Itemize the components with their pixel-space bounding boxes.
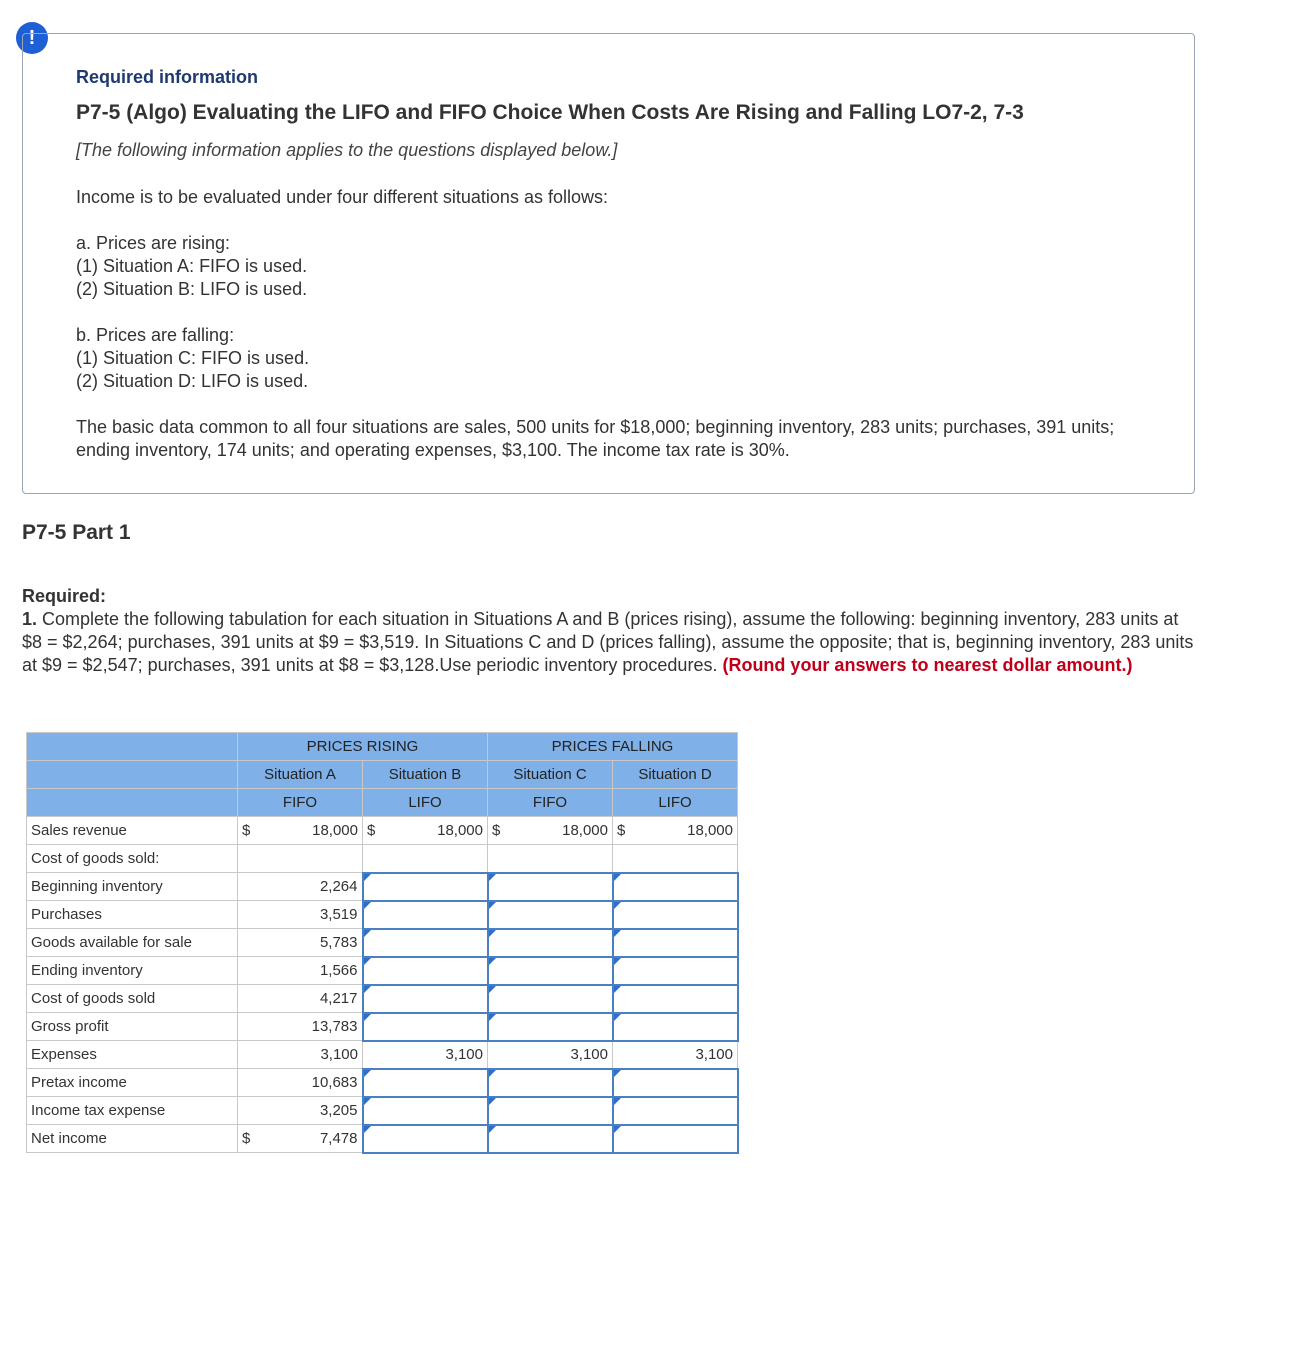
alert-icon: ! xyxy=(16,22,48,54)
table-row xyxy=(27,901,738,929)
currency-symbol: $ xyxy=(488,817,524,845)
table-row xyxy=(27,845,738,873)
header-empty xyxy=(27,733,238,761)
gross-profit-a: 13,783 xyxy=(238,1013,363,1041)
expenses-c: 3,100 xyxy=(488,1041,613,1069)
expenses-d: 3,100 xyxy=(613,1041,738,1069)
basic-data-text: The basic data common to all four situations are sales, 500 units for $18,000; beginning inventory, 283 units; purchases, 391 units; ending inventory, 174 units; and operating expenses, $3,100. The income tax rate is 30%. xyxy=(76,417,1115,460)
row-label: Pretax income xyxy=(27,1069,238,1097)
required-heading: Required: xyxy=(22,586,107,606)
cost-of-goods-sold-c-input[interactable] xyxy=(488,985,613,1013)
sales-b: 18,000 xyxy=(399,817,488,845)
required-information-label: Required information xyxy=(76,67,259,87)
purchases-a: 3,519 xyxy=(238,901,363,929)
gross-profit-d-input[interactable] xyxy=(613,1013,738,1041)
intro-text: Income is to be evaluated under four different situations as follows: xyxy=(76,187,608,207)
cost-of-goods-sold-d-input[interactable] xyxy=(613,985,738,1013)
prices-falling-text: b. Prices are falling: (1) Situation C: FIFO is used. (2) Situation D: LIFO is used. xyxy=(76,325,310,391)
beginning-inventory-c-input[interactable] xyxy=(488,873,613,901)
problem-title: P7-5 (Algo) Evaluating the LIFO and FIFO Choice When Costs Are Rising and Falling LO7-2, 7-3 xyxy=(76,101,1024,124)
beginning-inventory-b-input[interactable] xyxy=(363,873,488,901)
table-row xyxy=(27,873,738,901)
goods-available-c-input[interactable] xyxy=(488,929,613,957)
empty-cell xyxy=(488,845,613,873)
net-income-c-input[interactable] xyxy=(488,1125,613,1153)
prices-rising-header: PRICES RISING xyxy=(238,733,488,761)
part-title: P7-5 Part 1 xyxy=(22,521,131,544)
pretax-income-d-input[interactable] xyxy=(613,1069,738,1097)
empty-cell xyxy=(238,845,363,873)
situation-a-header: Situation A xyxy=(238,761,363,789)
row-label: Goods available for sale xyxy=(27,929,238,957)
gross-profit-c-input[interactable] xyxy=(488,1013,613,1041)
cost-of-goods-sold-a: 4,217 xyxy=(238,985,363,1013)
income-tax-expense-c-input[interactable] xyxy=(488,1097,613,1125)
table-row xyxy=(27,957,738,985)
currency-symbol: $ xyxy=(238,1125,274,1153)
pretax-income-c-input[interactable] xyxy=(488,1069,613,1097)
ending-inventory-d-input[interactable] xyxy=(613,957,738,985)
currency-symbol: $ xyxy=(238,817,274,845)
ending-inventory-c-input[interactable] xyxy=(488,957,613,985)
row-label: Beginning inventory xyxy=(27,873,238,901)
prices-falling-header: PRICES FALLING xyxy=(488,733,738,761)
beginning-inventory-a: 2,264 xyxy=(238,873,363,901)
row-label: Income tax expense xyxy=(27,1097,238,1125)
expenses-a: 3,100 xyxy=(238,1041,363,1069)
header-empty xyxy=(27,761,238,789)
income-tax-expense-a: 3,205 xyxy=(238,1097,363,1125)
table-row xyxy=(27,929,738,957)
gross-profit-b-input[interactable] xyxy=(363,1013,488,1041)
prices-rising-text: a. Prices are rising: (1) Situation A: FIFO is used. (2) Situation B: LIFO is used. xyxy=(76,233,308,299)
ending-inventory-a: 1,566 xyxy=(238,957,363,985)
income-tax-expense-b-input[interactable] xyxy=(363,1097,488,1125)
header-empty xyxy=(27,789,238,817)
purchases-c-input[interactable] xyxy=(488,901,613,929)
net-income-b-input[interactable] xyxy=(363,1125,488,1153)
purchases-d-input[interactable] xyxy=(613,901,738,929)
sales-d: 18,000 xyxy=(649,817,738,845)
row-label: Net income xyxy=(27,1125,238,1153)
situation-d-header: Situation D xyxy=(613,761,738,789)
empty-cell xyxy=(363,845,488,873)
currency-symbol: $ xyxy=(613,817,649,845)
row-label: Gross profit xyxy=(27,1013,238,1041)
method-d-header: LIFO xyxy=(613,789,738,817)
sales-c: 18,000 xyxy=(524,817,613,845)
row-label: Expenses xyxy=(27,1041,238,1069)
required-text: Complete the following tabulation for each situation in Situations A and B (prices rising), assume the following: beginning inventory, 283 units at $8 = $2,264; purchases, 391 units at $9 = $3,519. In Situations C and D (prices falling), assume the opposite; that is, beginning inventory, 283 units at $9 = $2,547; purchases, 391 units at $8 = $3,128.Use periodic inventory procedures. xyxy=(22,609,1194,675)
round-instruction: (Round your answers to nearest dollar amount.) xyxy=(722,655,1133,675)
table-row xyxy=(27,985,738,1013)
cost-of-goods-sold-b-input[interactable] xyxy=(363,985,488,1013)
required-number: 1. xyxy=(22,609,38,629)
row-label: Cost of goods sold xyxy=(27,985,238,1013)
pretax-income-a: 10,683 xyxy=(238,1069,363,1097)
currency-symbol: $ xyxy=(363,817,399,845)
method-b-header: LIFO xyxy=(363,789,488,817)
ending-inventory-b-input[interactable] xyxy=(363,957,488,985)
beginning-inventory-d-input[interactable] xyxy=(613,873,738,901)
pretax-income-b-input[interactable] xyxy=(363,1069,488,1097)
empty-cell xyxy=(613,845,738,873)
situation-c-header: Situation C xyxy=(488,761,613,789)
row-label: Ending inventory xyxy=(27,957,238,985)
required-information-box xyxy=(22,33,1195,494)
expenses-b: 3,100 xyxy=(363,1041,488,1069)
table-row xyxy=(27,1069,738,1097)
required-instructions xyxy=(22,585,1202,677)
table-row xyxy=(27,1125,738,1153)
table-row xyxy=(27,1097,738,1125)
purchases-b-input[interactable] xyxy=(363,901,488,929)
row-label: Purchases xyxy=(27,901,238,929)
table-row xyxy=(27,1013,738,1041)
row-label: Sales revenue xyxy=(27,817,238,845)
goods-available-d-input[interactable] xyxy=(613,929,738,957)
income-tax-expense-d-input[interactable] xyxy=(613,1097,738,1125)
table-row xyxy=(27,1041,738,1069)
net-income-a: 7,478 xyxy=(274,1125,363,1153)
goods-available-b-input[interactable] xyxy=(363,929,488,957)
sales-a: 18,000 xyxy=(274,817,363,845)
method-c-header: FIFO xyxy=(488,789,613,817)
applies-note: [The following information applies to the questions displayed below.] xyxy=(76,140,618,160)
situation-b-header: Situation B xyxy=(363,761,488,789)
goods-available-a: 5,783 xyxy=(238,929,363,957)
tabulation-table xyxy=(26,732,739,1154)
method-a-header: FIFO xyxy=(238,789,363,817)
table-row xyxy=(27,817,738,845)
row-label: Cost of goods sold: xyxy=(27,845,238,873)
net-income-d-input[interactable] xyxy=(613,1125,738,1153)
